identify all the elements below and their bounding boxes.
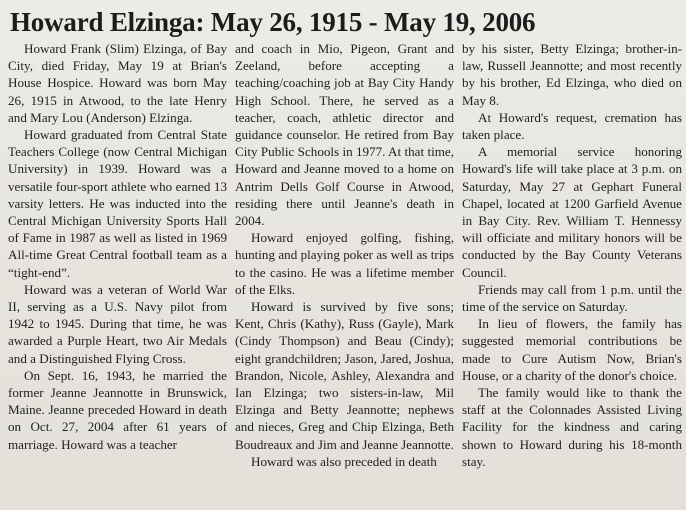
paragraph-continued: by his sister, Betty Elzinga; brother-in-law, Russell Jeannotte; and most recently by his brother, Ed Elzinga, who died on May 8. — [462, 41, 682, 108]
headline: Howard Elzinga: May 26, 1915 - May 19, 2006 — [10, 7, 536, 37]
paragraph: A memorial service honoring Howard's life will take place at 3 p.m. on Saturday, May 27 at Gephart Funeral Chapel, located at 1200 Garfield Avenue in Bay City. Rev. William T. Hennessy will officiate and military honors will be conducted by the Bay County Veterans Council. — [462, 144, 682, 280]
paragraph: Howard is survived by five sons; Kent, Chris (Kathy), Russ (Gayle), Mark (Cindy Thompson) and Beau (Cindy); eight grandchildren; Jason, Jared, Joshua, Brandon, Nicole, Ashley, Alexandra and Ian Elzinga; two sisters-in-law, Mil Elzinga and Betty Jeannotte; nephews and nieces, Greg and Chip Elzinga, Beth Boudreaux and Jim and Jeanne Jeannotte. — [235, 299, 454, 452]
column-1 — [8, 40, 227, 510]
paragraph: In lieu of flowers, the family has suggested memorial contributions be made to Cure Autism Now, Brian's House, or a charity of the donor's choice. — [462, 316, 682, 383]
paragraph: Howard was also preceded in death — [251, 453, 437, 469]
paragraph-continued: and coach in Mio, Pigeon, Grant and Zeeland, before accepting a teaching/coaching job at Bay City Handy High School. There, he served as a teacher, coach, athletic director and guidance counselor. He retired from Bay City Public Schools in 1977. At that time, Howard and Jeanne moved to a home on Antrim Dells Golf Course in Atwood, residing there until Jeanne's death in 2004. — [235, 41, 454, 229]
paragraph: Friends may call from 1 p.m. until the time of the service on Saturday. — [462, 281, 682, 315]
paragraph: Howard graduated from Central State Teachers College (now Central Michigan University) in 1939. Howard was a versatile four-sport athlete who earned 13 varsity letters. He was inducted into the Central Michigan University Sports Hall of Fame in 1987 as well as listed in 1969 All-time Great Central football team as a “tight-end”. — [8, 127, 227, 280]
paragraph: Howard enjoyed golfing, fishing, hunting and playing poker as well as trips to the casino. He was a lifetime member of the Elks. — [235, 230, 454, 297]
article-body — [8, 40, 682, 510]
paragraph: At Howard's request, cremation has taken place. — [462, 109, 682, 143]
paragraph: Howard Frank (Slim) Elzinga, of Bay City, died Friday, May 19 at Brian's House Hospice. Howard was born May 26, 1915 in Atwood, to the late Henry and Mary Lou (Anderson) Elzinga. — [8, 41, 227, 125]
column-3 — [462, 40, 682, 510]
paragraph: Howard was a veteran of World War II, serving as a U.S. Navy pilot from 1942 to 1945. During that time, he was awarded a Purple Heart, two Air Medals and a Distinguished Flying Cross. — [8, 281, 227, 366]
column-2 — [235, 40, 454, 510]
paragraph: The family would like to thank the staff at the Colonnades Assisted Living Facility for the kindness and caring shown to Howard during his 18-month stay. — [462, 385, 682, 469]
paragraph: On Sept. 16, 1943, he married the former Jeanne Jeannotte in Brunswick, Maine. Jeanne preceded Howard in death on Oct. 27, 2004 after 61 years of marriage. Howard was a teacher — [8, 367, 227, 452]
